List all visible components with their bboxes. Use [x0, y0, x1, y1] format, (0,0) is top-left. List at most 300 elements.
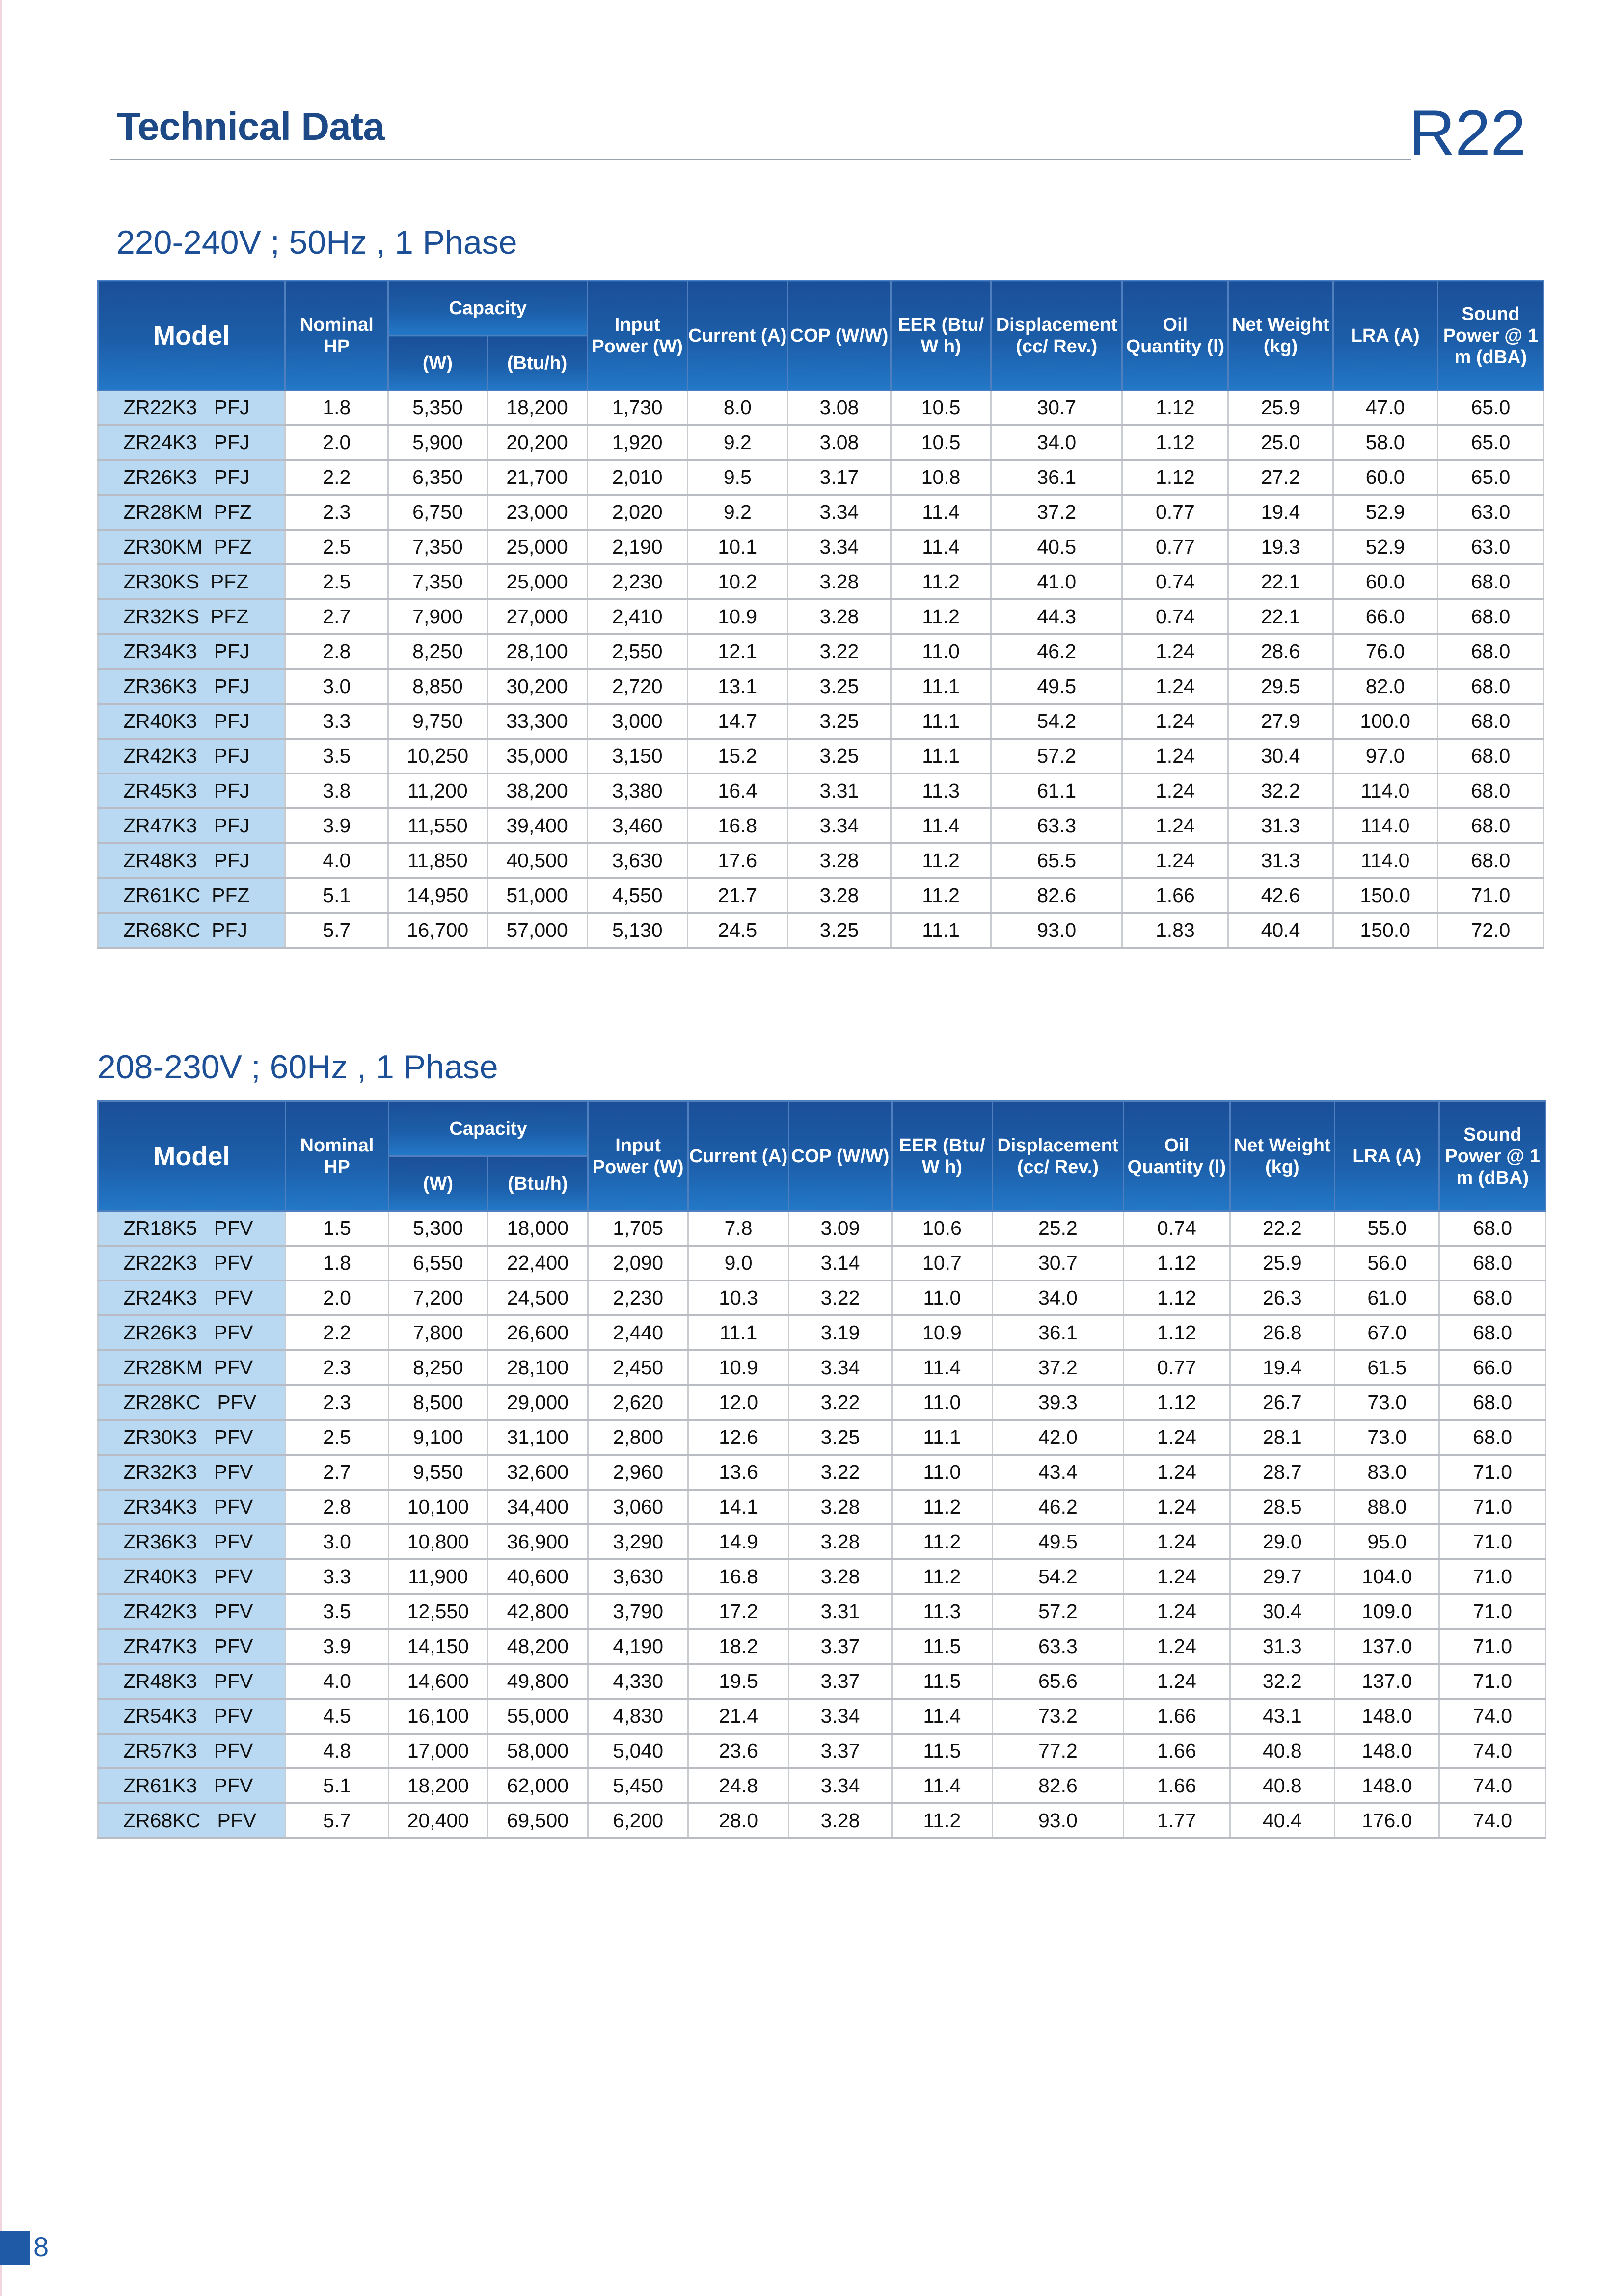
table-row	[98, 1420, 1546, 1455]
cell-current: 13.6	[688, 1455, 788, 1490]
cell-cop: 3.25	[787, 739, 891, 774]
cell-weight: 40.8	[1230, 1768, 1334, 1803]
cell-nominal-hp: 2.5	[285, 564, 388, 599]
table-row	[98, 1246, 1546, 1281]
cell-weight: 22.2	[1230, 1211, 1334, 1246]
col-header-lra: LRA (A)	[1333, 281, 1437, 391]
refrigerant-label: R22	[1409, 97, 1526, 168]
cell-weight: 22.1	[1228, 599, 1333, 634]
title-divider	[110, 159, 1411, 160]
cell-capacity-w: 18,200	[389, 1768, 487, 1803]
cell-model: ZR57K3 PFV	[98, 1734, 286, 1768]
cell-capacity-btu: 62,000	[487, 1768, 588, 1803]
cell-capacity-btu: 30,200	[487, 669, 587, 704]
col-header-weight: Net Weight (kg)	[1228, 281, 1333, 391]
cell-model: ZR22K3 PFV	[98, 1246, 286, 1281]
cell-weight: 31.3	[1230, 1629, 1334, 1664]
cell-weight: 27.2	[1228, 460, 1333, 495]
cell-weight: 25.9	[1228, 391, 1333, 426]
cell-input-power: 1,920	[587, 425, 687, 460]
cell-displacement: 93.0	[991, 913, 1122, 948]
cell-oil: 1.66	[1122, 878, 1228, 913]
cell-eer: 11.2	[891, 843, 991, 878]
cell-capacity-w: 5,900	[388, 425, 487, 460]
cell-input-power: 1,705	[588, 1211, 688, 1246]
cell-cop: 3.37	[788, 1734, 892, 1768]
cell-input-power: 2,450	[588, 1350, 688, 1385]
cell-sound: 68.0	[1437, 739, 1543, 774]
cell-capacity-btu: 57,000	[487, 913, 587, 948]
cell-capacity-w: 10,800	[389, 1524, 487, 1559]
col-header-eer: EER (Btu/ W h)	[891, 281, 991, 391]
cell-input-power: 2,190	[587, 530, 687, 564]
cell-lra: 61.5	[1335, 1350, 1439, 1385]
cell-capacity-w: 5,350	[388, 391, 487, 426]
cell-eer: 10.5	[891, 425, 991, 460]
col-header-model: Model	[98, 1101, 286, 1211]
cell-current: 16.8	[688, 1559, 788, 1594]
cell-eer: 11.4	[892, 1350, 992, 1385]
cell-weight: 40.4	[1228, 913, 1333, 948]
cell-current: 18.2	[688, 1629, 788, 1664]
cell-lra: 58.0	[1333, 425, 1437, 460]
cell-current: 12.6	[688, 1420, 788, 1455]
table-row	[98, 634, 1544, 669]
cell-nominal-hp: 5.7	[285, 1803, 388, 1838]
cell-eer: 11.1	[891, 704, 991, 739]
cell-sound: 65.0	[1437, 425, 1543, 460]
cell-eer: 10.8	[891, 460, 991, 495]
cell-model: ZR30KM PFZ	[98, 530, 285, 564]
cell-eer: 11.2	[892, 1803, 992, 1838]
cell-oil: 0.74	[1122, 599, 1228, 634]
cell-input-power: 2,090	[588, 1246, 688, 1281]
cell-oil: 0.77	[1122, 495, 1228, 530]
cell-model: ZR68KC PFV	[98, 1803, 286, 1838]
cell-sound: 74.0	[1439, 1803, 1546, 1838]
cell-capacity-btu: 27,000	[487, 599, 587, 634]
cell-capacity-w: 7,200	[389, 1281, 487, 1315]
cell-displacement: 30.7	[992, 1246, 1124, 1281]
cell-model: ZR22K3 PFJ	[98, 391, 285, 426]
col-header-capacity-w: (W)	[388, 336, 487, 391]
cell-eer: 11.0	[891, 634, 991, 669]
cell-displacement: 73.2	[992, 1699, 1124, 1734]
cell-eer: 11.0	[892, 1281, 992, 1315]
cell-weight: 26.3	[1230, 1281, 1334, 1315]
cell-weight: 40.8	[1230, 1734, 1334, 1768]
cell-eer: 10.6	[892, 1211, 992, 1246]
table-row	[98, 530, 1544, 564]
cell-input-power: 5,450	[588, 1768, 688, 1803]
cell-cop: 3.34	[787, 808, 891, 843]
cell-input-power: 2,410	[587, 599, 687, 634]
cell-displacement: 46.2	[992, 1490, 1124, 1524]
cell-capacity-w: 9,550	[389, 1455, 487, 1490]
cell-displacement: 34.0	[992, 1281, 1124, 1315]
table-row	[98, 1455, 1546, 1490]
cell-sound: 68.0	[1437, 774, 1543, 808]
cell-cop: 3.22	[787, 634, 891, 669]
cell-capacity-w: 9,750	[388, 704, 487, 739]
cell-displacement: 36.1	[992, 1315, 1124, 1350]
cell-nominal-hp: 1.8	[285, 391, 388, 426]
cell-oil: 1.77	[1124, 1803, 1230, 1838]
cell-sound: 68.0	[1437, 669, 1543, 704]
cell-cop: 3.14	[788, 1246, 892, 1281]
cell-capacity-btu: 28,100	[487, 634, 587, 669]
cell-lra: 114.0	[1333, 774, 1437, 808]
cell-current: 24.8	[688, 1768, 788, 1803]
cell-displacement: 42.0	[992, 1420, 1124, 1455]
cell-weight: 25.9	[1230, 1246, 1334, 1281]
cell-displacement: 37.2	[991, 495, 1122, 530]
cell-model: ZR34K3 PFV	[98, 1490, 286, 1524]
cell-eer: 11.2	[892, 1559, 992, 1594]
table-row	[98, 1664, 1546, 1699]
cell-capacity-btu: 39,400	[487, 808, 587, 843]
cell-cop: 3.25	[788, 1420, 892, 1455]
cell-weight: 28.5	[1230, 1490, 1334, 1524]
table-row	[98, 1281, 1546, 1315]
cell-nominal-hp: 4.0	[285, 1664, 388, 1699]
cell-weight: 19.3	[1228, 530, 1333, 564]
cell-input-power: 5,040	[588, 1734, 688, 1768]
cell-eer: 11.2	[891, 878, 991, 913]
cell-nominal-hp: 3.9	[285, 1629, 388, 1664]
cell-displacement: 44.3	[991, 599, 1122, 634]
cell-lra: 55.0	[1335, 1211, 1439, 1246]
cell-capacity-w: 12,550	[389, 1594, 487, 1629]
cell-current: 12.1	[687, 634, 787, 669]
cell-lra: 95.0	[1335, 1524, 1439, 1559]
table-row	[98, 878, 1544, 913]
cell-displacement: 41.0	[991, 564, 1122, 599]
cell-lra: 83.0	[1335, 1455, 1439, 1490]
cell-sound: 71.0	[1437, 878, 1543, 913]
cell-capacity-btu: 36,900	[487, 1524, 588, 1559]
cell-input-power: 3,150	[587, 739, 687, 774]
cell-input-power: 5,130	[587, 913, 687, 948]
cell-oil: 1.12	[1122, 391, 1228, 426]
table-row	[98, 425, 1544, 460]
cell-capacity-w: 11,900	[389, 1559, 487, 1594]
cell-capacity-w: 16,700	[388, 913, 487, 948]
cell-input-power: 3,630	[587, 843, 687, 878]
spec-table-50hz	[97, 280, 1544, 949]
col-header-displacement: Displacement (cc/ Rev.)	[991, 281, 1122, 391]
cell-nominal-hp: 2.2	[285, 460, 388, 495]
cell-model: ZR34K3 PFJ	[98, 634, 285, 669]
cell-input-power: 2,620	[588, 1385, 688, 1420]
cell-weight: 32.2	[1230, 1664, 1334, 1699]
cell-input-power: 3,290	[588, 1524, 688, 1559]
cell-model: ZR36K3 PFJ	[98, 669, 285, 704]
cell-oil: 1.12	[1124, 1246, 1230, 1281]
cell-model: ZR28KC PFV	[98, 1385, 286, 1420]
cell-current: 21.4	[688, 1699, 788, 1734]
cell-lra: 150.0	[1333, 913, 1437, 948]
cell-displacement: 34.0	[991, 425, 1122, 460]
cell-nominal-hp: 2.3	[285, 1350, 388, 1385]
cell-eer: 11.5	[892, 1629, 992, 1664]
cell-capacity-w: 7,350	[388, 564, 487, 599]
col-header-capacity: Capacity	[388, 281, 587, 336]
cell-eer: 11.5	[892, 1734, 992, 1768]
cell-oil: 0.74	[1122, 564, 1228, 599]
cell-capacity-w: 14,950	[388, 878, 487, 913]
cell-current: 21.7	[687, 878, 787, 913]
cell-eer: 11.3	[891, 774, 991, 808]
col-header-current: Current (A)	[688, 1101, 788, 1211]
cell-weight: 29.0	[1230, 1524, 1334, 1559]
table-row	[98, 495, 1544, 530]
cell-nominal-hp: 2.7	[285, 1455, 388, 1490]
cell-model: ZR54K3 PFV	[98, 1699, 286, 1734]
cell-eer: 11.4	[892, 1768, 992, 1803]
cell-eer: 11.5	[892, 1664, 992, 1699]
table-row	[98, 564, 1544, 599]
cell-nominal-hp: 3.8	[285, 774, 388, 808]
cell-capacity-btu: 24,500	[487, 1281, 588, 1315]
cell-capacity-w: 7,350	[388, 530, 487, 564]
cell-sound: 68.0	[1437, 634, 1543, 669]
cell-sound: 74.0	[1439, 1699, 1546, 1734]
cell-eer: 11.1	[891, 669, 991, 704]
cell-displacement: 49.5	[992, 1524, 1124, 1559]
table-row	[98, 1385, 1546, 1420]
cell-sound: 68.0	[1439, 1211, 1546, 1246]
cell-cop: 3.28	[787, 599, 891, 634]
table-row	[98, 1768, 1546, 1803]
cell-weight: 28.7	[1230, 1455, 1334, 1490]
cell-input-power: 2,230	[588, 1281, 688, 1315]
cell-sound: 68.0	[1437, 808, 1543, 843]
cell-sound: 71.0	[1439, 1455, 1546, 1490]
cell-capacity-btu: 40,500	[487, 843, 587, 878]
cell-cop: 3.34	[788, 1768, 892, 1803]
table-row	[98, 843, 1544, 878]
cell-oil: 1.24	[1122, 843, 1228, 878]
cell-weight: 26.8	[1230, 1315, 1334, 1350]
cell-sound: 72.0	[1437, 913, 1543, 948]
cell-lra: 148.0	[1335, 1768, 1439, 1803]
col-header-cop: COP (W/W)	[787, 281, 891, 391]
cell-model: ZR30KS PFZ	[98, 564, 285, 599]
cell-eer: 11.4	[891, 808, 991, 843]
cell-oil: 0.77	[1124, 1350, 1230, 1385]
cell-oil: 1.24	[1122, 808, 1228, 843]
cell-capacity-btu: 69,500	[487, 1803, 588, 1838]
table-row	[98, 1211, 1546, 1246]
cell-sound: 68.0	[1439, 1281, 1546, 1315]
col-header-current: Current (A)	[687, 281, 787, 391]
cell-lra: 176.0	[1335, 1803, 1439, 1838]
cell-capacity-btu: 42,800	[487, 1594, 588, 1629]
cell-capacity-w: 10,250	[388, 739, 487, 774]
cell-oil: 0.77	[1122, 530, 1228, 564]
cell-lra: 52.9	[1333, 495, 1437, 530]
cell-capacity-w: 16,100	[389, 1699, 487, 1734]
cell-cop: 3.34	[787, 495, 891, 530]
col-header-nominal-hp: Nominal HP	[285, 281, 388, 391]
cell-cop: 3.08	[787, 425, 891, 460]
cell-eer: 11.3	[892, 1594, 992, 1629]
cell-lra: 148.0	[1335, 1734, 1439, 1768]
cell-capacity-btu: 18,000	[487, 1211, 588, 1246]
cell-lra: 137.0	[1335, 1629, 1439, 1664]
cell-sound: 68.0	[1437, 599, 1543, 634]
cell-current: 10.9	[688, 1350, 788, 1385]
table-row	[98, 460, 1544, 495]
cell-model: ZR61K3 PFV	[98, 1768, 286, 1803]
cell-current: 13.1	[687, 669, 787, 704]
cell-sound: 68.0	[1437, 564, 1543, 599]
cell-current: 28.0	[688, 1803, 788, 1838]
cell-capacity-btu: 51,000	[487, 878, 587, 913]
cell-input-power: 3,790	[588, 1594, 688, 1629]
cell-cop: 3.28	[788, 1559, 892, 1594]
cell-current: 23.6	[688, 1734, 788, 1768]
cell-cop: 3.17	[787, 460, 891, 495]
cell-model: ZR40K3 PFJ	[98, 704, 285, 739]
cell-capacity-w: 11,200	[388, 774, 487, 808]
col-header-input-power: Input Power (W)	[588, 1101, 688, 1211]
cell-displacement: 82.6	[991, 878, 1122, 913]
cell-cop: 3.28	[788, 1524, 892, 1559]
cell-oil: 1.12	[1122, 460, 1228, 495]
cell-cop: 3.25	[787, 704, 891, 739]
cell-capacity-w: 8,500	[389, 1385, 487, 1420]
cell-model: ZR42K3 PFJ	[98, 739, 285, 774]
cell-sound: 68.0	[1439, 1315, 1546, 1350]
cell-sound: 74.0	[1439, 1768, 1546, 1803]
cell-input-power: 3,000	[587, 704, 687, 739]
cell-eer: 11.4	[891, 495, 991, 530]
cell-current: 16.8	[687, 808, 787, 843]
cell-input-power: 3,380	[587, 774, 687, 808]
cell-capacity-btu: 35,000	[487, 739, 587, 774]
cell-current: 16.4	[687, 774, 787, 808]
cell-lra: 60.0	[1333, 460, 1437, 495]
cell-displacement: 54.2	[992, 1559, 1124, 1594]
cell-eer: 11.2	[891, 564, 991, 599]
cell-cop: 3.08	[787, 391, 891, 426]
cell-capacity-w: 7,800	[389, 1315, 487, 1350]
cell-capacity-w: 17,000	[389, 1734, 487, 1768]
cell-eer: 10.9	[892, 1315, 992, 1350]
cell-sound: 68.0	[1437, 843, 1543, 878]
cell-displacement: 30.7	[991, 391, 1122, 426]
cell-model: ZR36K3 PFV	[98, 1524, 286, 1559]
cell-capacity-btu: 18,200	[487, 391, 587, 426]
cell-weight: 30.4	[1230, 1594, 1334, 1629]
cell-sound: 68.0	[1439, 1420, 1546, 1455]
cell-model: ZR47K3 PFJ	[98, 808, 285, 843]
cell-lra: 150.0	[1333, 878, 1437, 913]
cell-oil: 1.24	[1122, 774, 1228, 808]
cell-input-power: 2,440	[588, 1315, 688, 1350]
cell-model: ZR45K3 PFJ	[98, 774, 285, 808]
cell-current: 24.5	[687, 913, 787, 948]
cell-nominal-hp: 2.8	[285, 634, 388, 669]
cell-nominal-hp: 2.2	[285, 1315, 388, 1350]
cell-cop: 3.31	[787, 774, 891, 808]
table-row	[98, 1524, 1546, 1559]
cell-nominal-hp: 4.8	[285, 1734, 388, 1768]
cell-cop: 3.37	[788, 1664, 892, 1699]
cell-weight: 28.1	[1230, 1420, 1334, 1455]
table-row	[98, 1559, 1546, 1594]
cell-nominal-hp: 2.0	[285, 425, 388, 460]
cell-nominal-hp: 2.5	[285, 530, 388, 564]
cell-nominal-hp: 3.3	[285, 1559, 388, 1594]
cell-sound: 68.0	[1439, 1385, 1546, 1420]
cell-nominal-hp: 5.1	[285, 878, 388, 913]
cell-oil: 0.74	[1124, 1211, 1230, 1246]
cell-capacity-btu: 23,000	[487, 495, 587, 530]
cell-weight: 31.3	[1228, 843, 1333, 878]
cell-lra: 88.0	[1335, 1490, 1439, 1524]
cell-eer: 11.4	[891, 530, 991, 564]
cell-sound: 71.0	[1439, 1664, 1546, 1699]
cell-lra: 73.0	[1335, 1385, 1439, 1420]
cell-capacity-w: 6,550	[389, 1246, 487, 1281]
cell-nominal-hp: 2.3	[285, 495, 388, 530]
cell-lra: 137.0	[1335, 1664, 1439, 1699]
cell-input-power: 4,190	[588, 1629, 688, 1664]
spec-table-60hz	[97, 1100, 1546, 1839]
cell-cop: 3.28	[788, 1490, 892, 1524]
section-heading-60hz: 208-230V ; 60Hz , 1 Phase	[97, 1048, 498, 1086]
cell-oil: 1.24	[1124, 1420, 1230, 1455]
cell-eer: 11.1	[891, 739, 991, 774]
cell-oil: 1.24	[1124, 1559, 1230, 1594]
cell-input-power: 1,730	[587, 391, 687, 426]
cell-nominal-hp: 5.7	[285, 913, 388, 948]
cell-input-power: 2,020	[587, 495, 687, 530]
cell-nominal-hp: 2.0	[285, 1281, 388, 1315]
col-header-input-power: Input Power (W)	[587, 281, 687, 391]
table-row	[98, 1699, 1546, 1734]
cell-input-power: 3,060	[588, 1490, 688, 1524]
cell-model: ZR24K3 PFJ	[98, 425, 285, 460]
cell-capacity-w: 8,250	[389, 1350, 487, 1385]
cell-nominal-hp: 1.8	[285, 1246, 388, 1281]
cell-displacement: 40.5	[991, 530, 1122, 564]
cell-capacity-btu: 34,400	[487, 1490, 588, 1524]
cell-capacity-btu: 21,700	[487, 460, 587, 495]
cell-current: 8.0	[687, 391, 787, 426]
cell-nominal-hp: 5.1	[285, 1768, 388, 1803]
col-header-lra: LRA (A)	[1335, 1101, 1439, 1211]
cell-lra: 66.0	[1333, 599, 1437, 634]
cell-model: ZR61KC PFZ	[98, 878, 285, 913]
cell-capacity-w: 20,400	[389, 1803, 487, 1838]
cell-displacement: 25.2	[992, 1211, 1124, 1246]
cell-nominal-hp: 3.0	[285, 669, 388, 704]
cell-capacity-w: 7,900	[388, 599, 487, 634]
table-row	[98, 391, 1544, 426]
cell-displacement: 93.0	[992, 1803, 1124, 1838]
cell-model: ZR68KC PFJ	[98, 913, 285, 948]
cell-eer: 11.0	[892, 1455, 992, 1490]
cell-weight: 40.4	[1230, 1803, 1334, 1838]
cell-nominal-hp: 1.5	[285, 1211, 388, 1246]
col-header-sound: Sound Power @ 1 m (dBA)	[1439, 1101, 1546, 1211]
cell-oil: 1.24	[1124, 1524, 1230, 1559]
cell-model: ZR47K3 PFV	[98, 1629, 286, 1664]
